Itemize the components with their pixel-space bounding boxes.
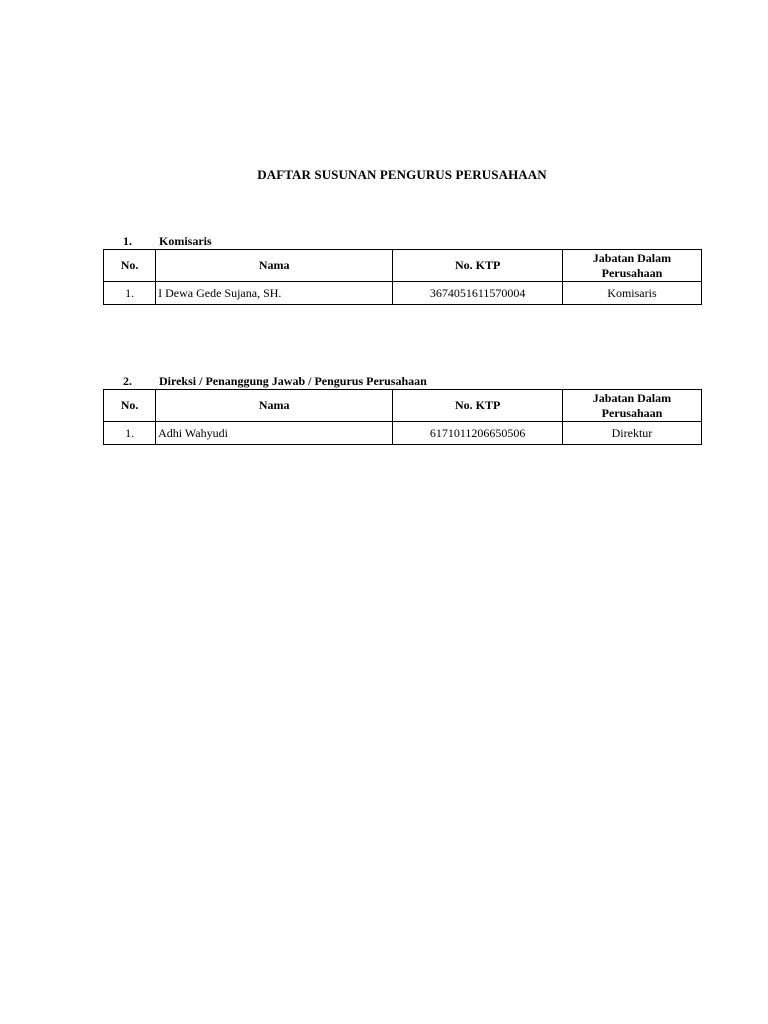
column-header-jabatan: Jabatan Dalam Perusahaan xyxy=(562,390,701,422)
cell-jabatan: Komisaris xyxy=(562,282,701,305)
column-header-ktp: No. KTP xyxy=(393,250,563,282)
komisaris-table xyxy=(103,249,702,305)
cell-jabatan: Direktur xyxy=(562,422,701,445)
cell-nama: Adhi Wahyudi xyxy=(156,422,393,445)
table-row xyxy=(104,422,702,445)
column-header-no: No. xyxy=(104,250,156,282)
column-header-no: No. xyxy=(104,390,156,422)
cell-nama: I Dewa Gede Sujana, SH. xyxy=(156,282,393,305)
column-header-nama: Nama xyxy=(156,390,393,422)
cell-ktp: 3674051611570004 xyxy=(393,282,563,305)
direksi-table xyxy=(103,389,702,445)
section-label: Komisaris xyxy=(159,234,212,248)
table-row xyxy=(104,282,702,305)
cell-no: 1. xyxy=(104,282,156,305)
document-title: DAFTAR SUSUNAN PENGURUS PERUSAHAAN xyxy=(257,167,547,182)
table-header-row xyxy=(104,390,702,422)
column-header-jabatan: Jabatan Dalam Perusahaan xyxy=(562,250,701,282)
table-header-row xyxy=(104,250,702,282)
section-label: Direksi / Penanggung Jawab / Pengurus Perusahaan xyxy=(159,374,427,388)
column-header-ktp: No. KTP xyxy=(393,390,563,422)
section-number: 2. xyxy=(123,374,132,388)
section-number: 1. xyxy=(123,234,132,248)
column-header-nama: Nama xyxy=(156,250,393,282)
cell-ktp: 6171011206650506 xyxy=(393,422,563,445)
cell-no: 1. xyxy=(104,422,156,445)
